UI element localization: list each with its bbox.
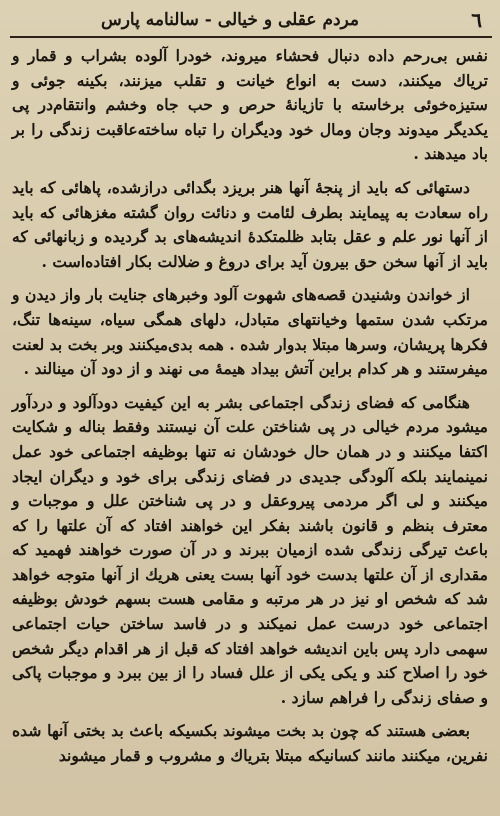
running-title: مردم عقلی و خیالی - سالنامه پارس	[100, 10, 360, 30]
paragraph: نفس بی‌رحم داده دنبال فحشاء میروند، خودرا آلوده بشراب و قمار و تریاك میکنند، دست به انواع خیانت و تقلب میزنند، بکینه جوئی و ستیزه‌خوئی برخاسته با تازیانهٔ حرص و حب جاه وخشم وانتقام‌در پی یکدیگر میدوند وجان ومال خود ودیگران را تباه ساخته‌عاقبت زندگی را بر باد میدهند .	[12, 46, 488, 164]
paragraph: دستهائی که باید از پنجهٔ آنها هنر بریزد بگدائی درازشده، پاهائی که باید راه سعادت به پیمایند بطرف لئامت و دنائت روان گشته مغزهائی که باید از آنها نور علم و عقل بتابد ظلمتکدهٔ اندیشه‌های بد گردیده و زبانهائی که باید از آنها سخن حق بیرون آید برای دروغ و ضلالت بکار افتاده‌است .	[12, 177, 488, 271]
paragraph: بعضی هستند که چون بد بخت میشوند بکسیکه باعث بد بختی آنها شده نفرین، میکنند مانند کسانیکه مبتلا بتریاك و مشروب و قمار میشوند	[12, 721, 488, 766]
header-rule	[10, 36, 492, 38]
paragraph: از خواندن وشنیدن قصه‌های شهوت آلود وخبرهای جنایت بار واز دیدن و مرتکب شدن ستمها وخیانتهای متبادل، دلهای همگی سیاه، سینه‌ها تنگ، فکرها پریشان، وسرها مبتلا بدوار شده . همه بدی‌میکنند وبر بخت بد لعنت میفرستند و هر کدام براین آتش بیداد هیمهٔ می نهند و از دود آن مینالند .	[12, 285, 488, 379]
page-header	[14, 6, 486, 36]
paragraph: هنگامی که فضای زندگی اجتماعی بشر به این کیفیت دودآلود و دردآور میشود مردم خیالی در پی شناختن علت آن نیستند وفقط بناله و شکایت اکتفا میکنند و در همان حال خودشان نه تنها بوظیفه اجتماعی خود عمل نمینمایند بلکه آلودگی جدیدی در فضای زندگی برای خود و دیگران ایجاد میکنند و لی اگر مردمی پیروعقل و در پی شناختن علل و موجبات و معترف بنظم و قانون باشند بفکر این خواهند افتاد که آن علتها را که باعث تیرگی زندگی شده ازمیان ببرند و در آن صورت خواهند فهمید که مقداری از آن علتها بدست خود آنها بست یعنی هریك از آنها متوجه خواهد شد که شخص او نیز در هر مرتبه و مقامی هست بسهم خودش بوظیفه اجتماعی خود درست عمل نمیکند و در فاسد ساختن حیات اجتماعی سهمی دارد پس باین اندیشه خواهد افتاد که قبل از هر اقدام دیگر شخص خود را اصلاح کند و یکی یکی از علل فساد را از بین ببرد و موجبات پاکی و صفای زندگی را فراهم سازد .	[12, 392, 488, 707]
page-body	[12, 44, 488, 808]
page-number: ٦	[471, 8, 482, 32]
